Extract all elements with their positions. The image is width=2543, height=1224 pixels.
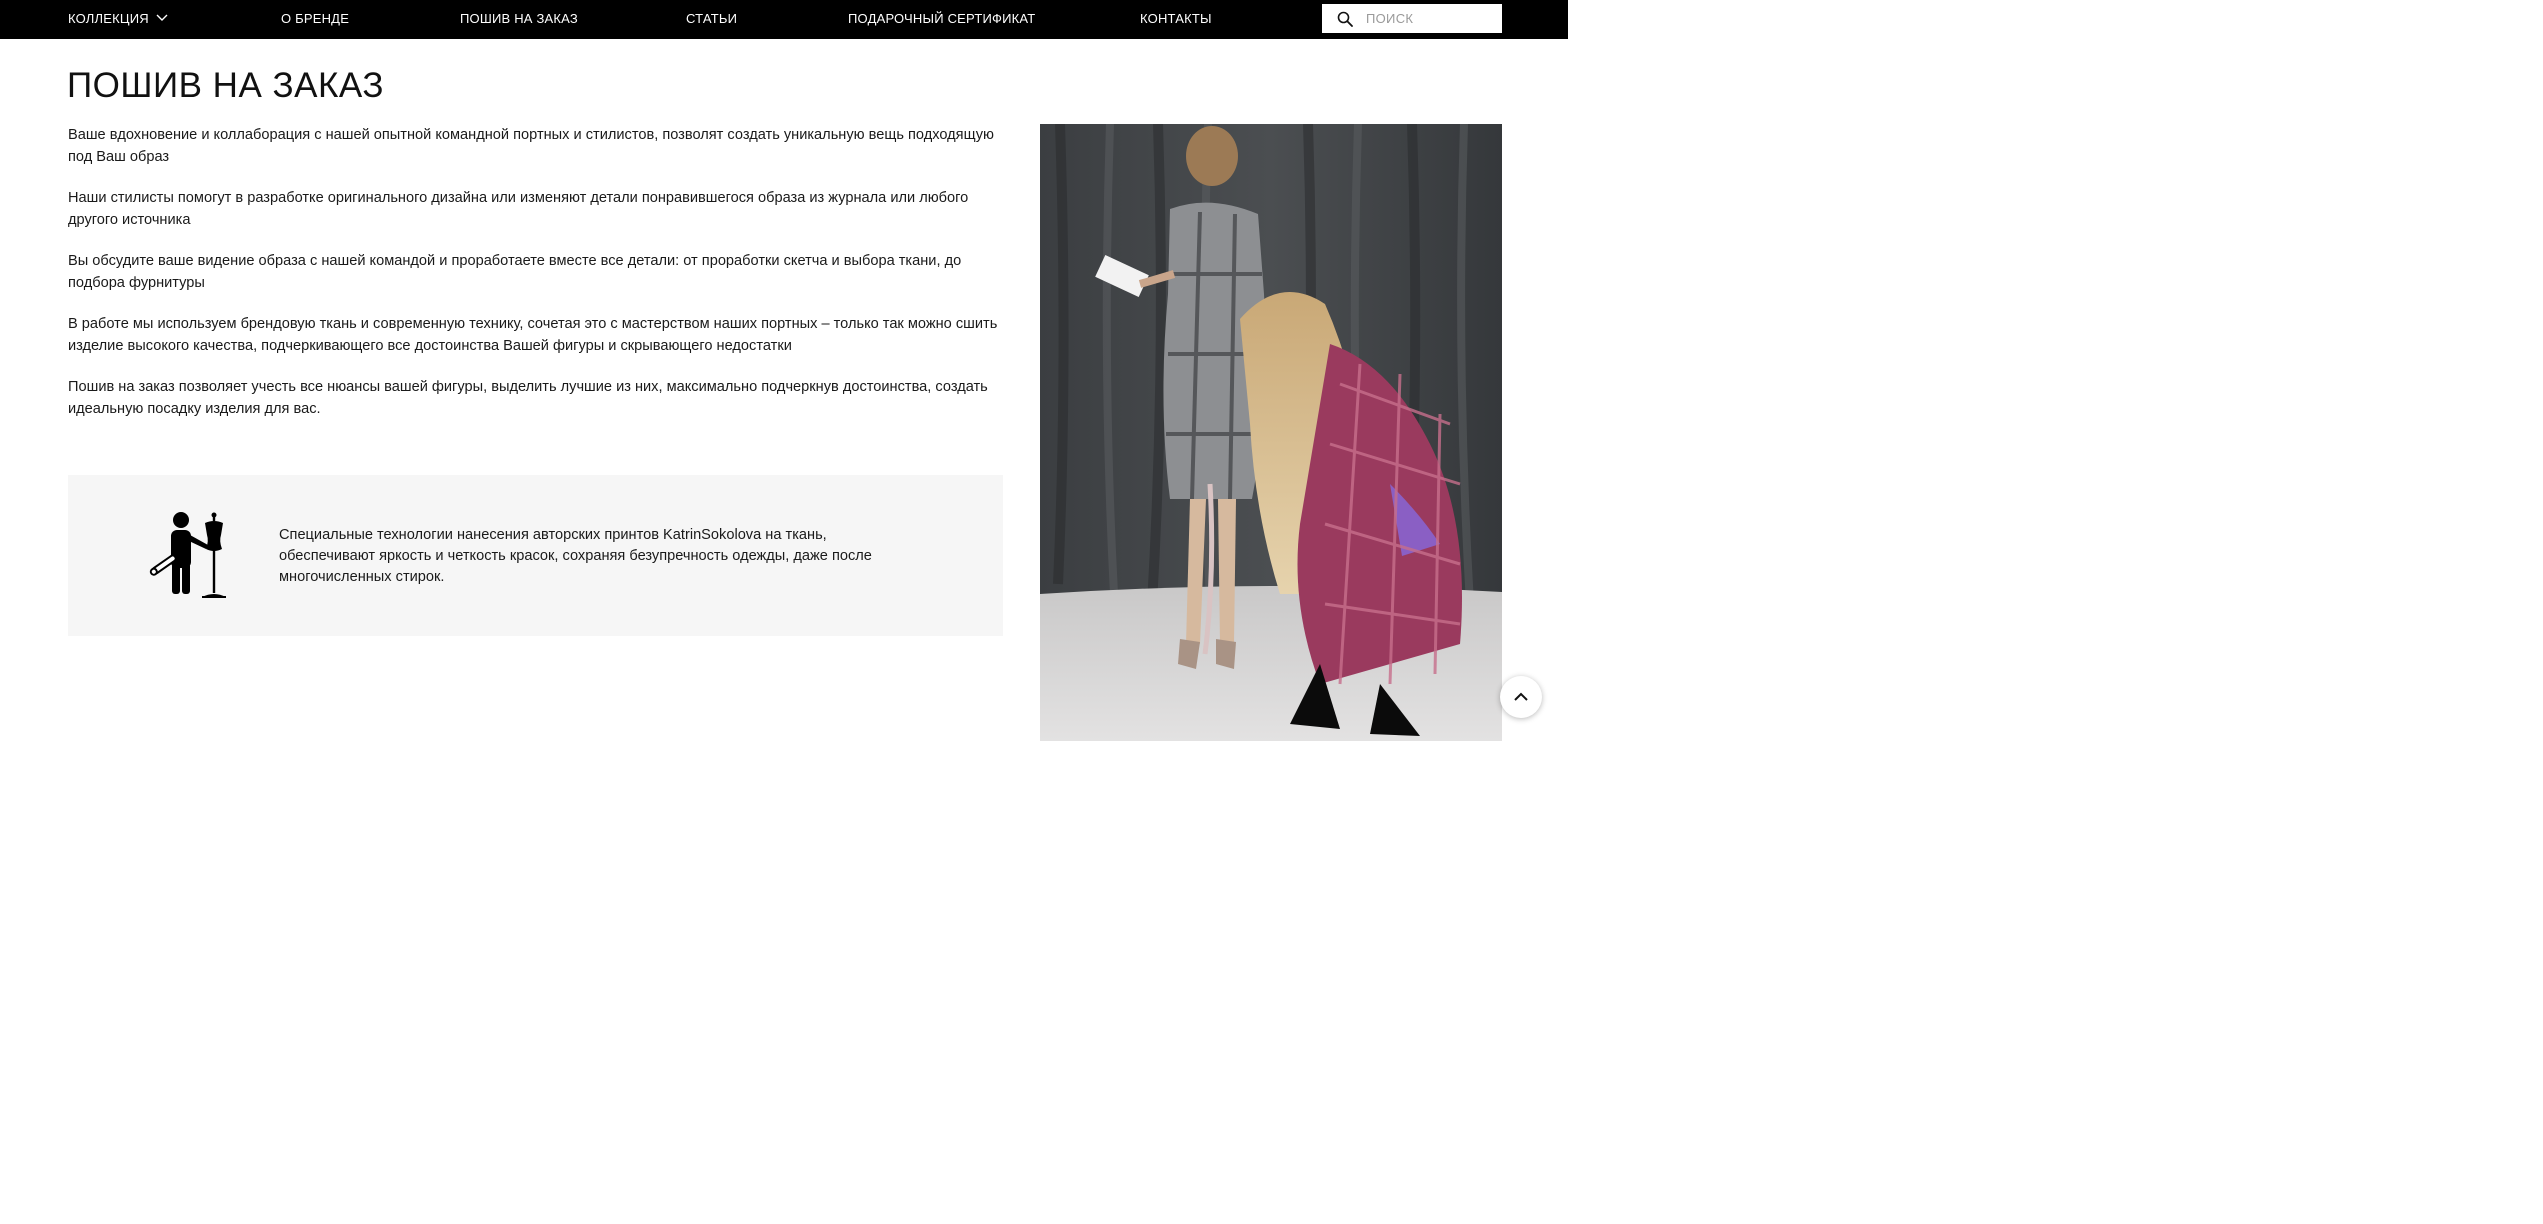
paragraph: В работе мы используем брендовую ткань и современную технику, сочетая это с мастерством наших портных – только так можно сшить изделие высокого качества, подчеркивающего все достоинства Вашей фигуры и скрывающего недостатки [68,316,998,354]
search-box[interactable] [1322,4,1502,33]
nav-item-about-brand[interactable]: О БРЕНДЕ [281,11,350,26]
nav-item-gift-certificate[interactable]: ПОДАРОЧНЫЙ СЕРТИФИКАТ [848,11,1036,26]
nav-item-contacts[interactable]: КОНТАКТЫ [1140,11,1212,26]
nav-item-collection[interactable] [68,0,168,39]
paragraph: Ваше вдохновение и коллаборация с нашей опытной командной портных и стилистов, позволят создать уникальную вещь подходящую под Ваш образ [68,127,994,165]
photo-illustration [1040,124,1502,741]
paragraph: Наши стилисты помогут в разработке оригинального дизайна или изменяют детали понравившегося образа из журнала или любого другого источника [68,190,969,228]
tailor-fitting-photo [1040,124,1502,741]
chevron-up-icon [1512,688,1530,706]
search-icon[interactable] [1337,11,1353,27]
nav-item-label: КОЛЛЕКЦИЯ [68,11,149,26]
feature-block [68,475,1003,636]
tailor-mannequin-icon [148,511,230,601]
chevron-down-icon [156,14,168,22]
feature-text: Специальные технологии нанесения авторских принтов KatrinSokolova на ткань, обеспечивают яркость и четкость красок, сохраняя безупречность одежды, даже после многочисленных стирок. [279,527,872,585]
nav-item-articles[interactable]: СТАТЬИ [686,11,738,26]
paragraph: Пошив на заказ позволяет учесть все нюансы вашей фигуры, выделить лучшие из них, максимально подчеркнув достоинства, создать идеальную посадку изделия для вас. [68,379,988,417]
nav-item-custom-tailoring[interactable]: ПОШИВ НА ЗАКАЗ [460,11,578,26]
page-title: ПОШИВ НА ЗАКАЗ [67,66,384,105]
search-input[interactable] [1366,4,1496,33]
scroll-to-top-button[interactable] [1500,676,1542,718]
paragraph: Вы обсудите ваше видение образа с нашей командой и проработаете вместе все детали: от проработки скетча и выбора ткани, до подбора фурнитуры [68,253,962,291]
top-nav [0,0,1568,39]
content-paragraphs [68,124,1008,439]
